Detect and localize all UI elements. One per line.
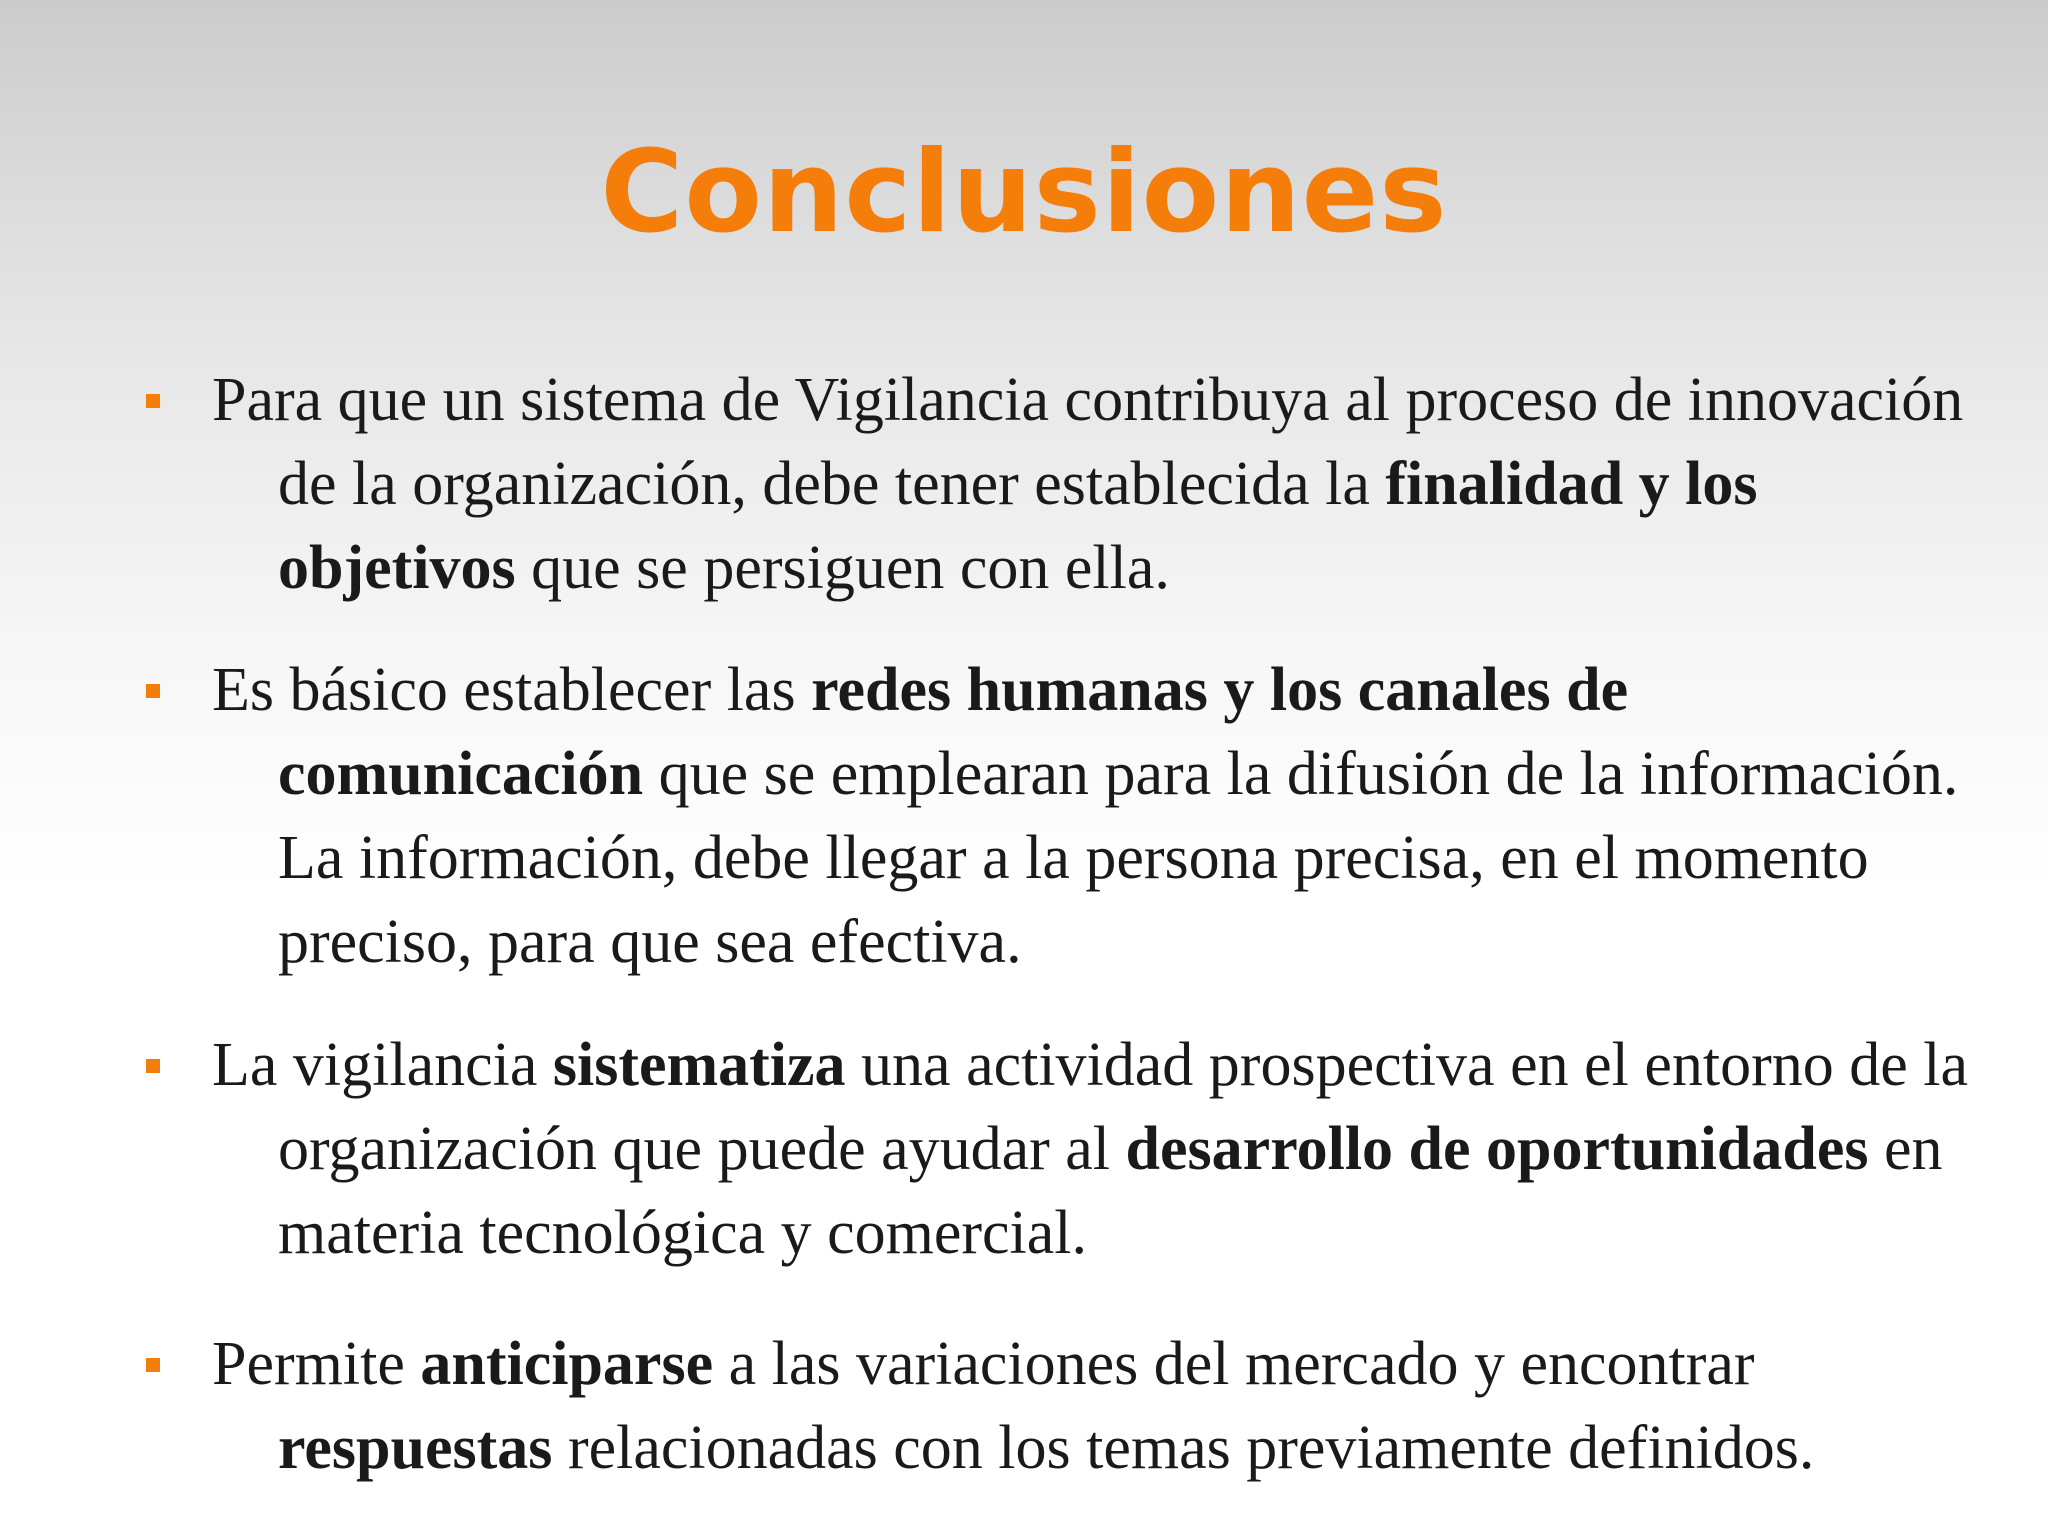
bold-text-segment: respuestas <box>278 1414 553 1482</box>
text-segment: Es básico establecer las <box>212 656 812 724</box>
bullet-square-icon <box>146 1358 160 1372</box>
text-segment: Permite <box>212 1330 421 1398</box>
bullet-item <box>212 1322 2002 1490</box>
text-segment: a las variaciones del mercado y encontrar <box>713 1330 1755 1398</box>
bullet-text <box>212 358 2002 610</box>
bold-text-segment: desarrollo de oportunidades <box>1125 1115 1869 1183</box>
bullet-item <box>212 358 2002 610</box>
text-segment: en materia tecnológica y comercial. <box>278 1115 1943 1267</box>
bullet-square-icon <box>146 394 160 408</box>
bullet-item <box>212 1023 2002 1275</box>
bullet-square-icon <box>146 684 160 698</box>
bold-text-segment: sistematiza <box>552 1031 846 1099</box>
text-segment: relacionadas con los temas previamente definidos. <box>552 1414 1815 1482</box>
bullet-text <box>212 1322 2002 1490</box>
bold-text-segment: anticiparse <box>420 1330 714 1398</box>
bullet-square-icon <box>146 1059 160 1073</box>
text-segment: una actividad prospectiva en el entorno de la organización que puede ayudar al <box>278 1031 1968 1183</box>
text-segment: Para que un sistema de Vigilancia contribuya al proceso de innovación de la organización, debe tener establecida la <box>212 366 1964 518</box>
bullet-item <box>212 648 2002 984</box>
text-segment: que se emplearan para la difusión de la información. La información, debe llegar a la persona precisa, en el momento preciso, para que sea efectiva. <box>278 740 1959 976</box>
slide-title: Conclusiones <box>600 126 1448 258</box>
text-segment: La vigilancia <box>212 1031 553 1099</box>
bold-text-segment: redes humanas y los canales de comunicación <box>278 656 1629 808</box>
bullet-text <box>212 648 2002 984</box>
bullet-text <box>212 1023 2002 1275</box>
bold-text-segment: finalidad y los objetivos <box>278 450 1758 602</box>
text-segment: que se persiguen con ella. <box>515 534 1170 602</box>
